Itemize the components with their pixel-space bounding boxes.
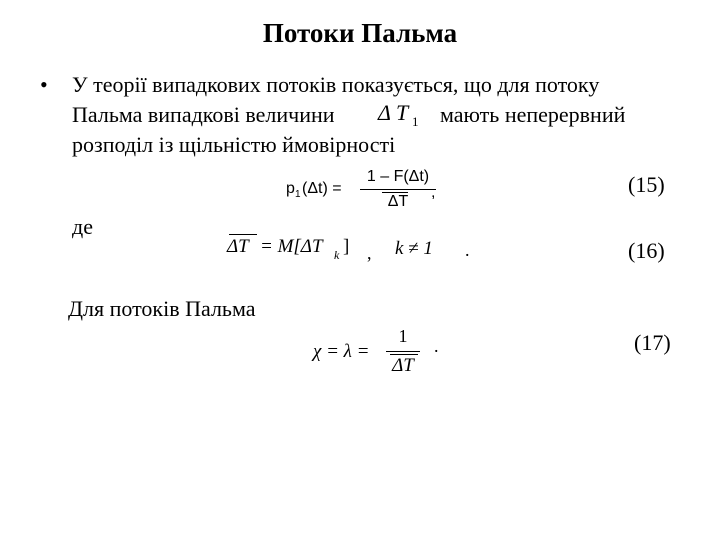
paragraph-line-2b: мають неперервний	[440, 102, 626, 127]
paragraph-line-3: розподіл із щільністю ймовірності	[72, 132, 396, 157]
eq15-fraction-bar	[360, 189, 436, 190]
eq15-number: (15)	[628, 172, 665, 197]
page-title: Потоки Пальма	[262, 18, 458, 48]
eq16-dot: .	[465, 240, 470, 260]
eq17-numerator: 1	[398, 326, 408, 346]
bullet-icon: •	[40, 72, 48, 97]
eq17-fraction-bar	[386, 351, 420, 352]
paragraph-line-1: У теорії випадкових потоків показується, що для потоку	[72, 72, 600, 97]
eq15-denominator: ΔT	[387, 193, 409, 210]
eq16-rhs-close: ]	[343, 236, 350, 257]
eq17-denominator: ΔT	[392, 355, 414, 376]
eq16-number: (16)	[628, 238, 665, 263]
eq15-lhs-arg: (Δt) =	[302, 180, 342, 197]
eq17-dot: .	[434, 336, 439, 356]
eq17-number: (17)	[634, 330, 671, 355]
inline-delta-t-subscript: 1	[412, 114, 419, 129]
eq16-comma: ,	[367, 243, 372, 263]
inline-delta-t: Δ T	[378, 100, 409, 125]
eq16-lhs: ΔT	[227, 236, 249, 257]
eq15-comma: ,	[431, 184, 436, 201]
de-label: де	[72, 214, 93, 239]
eq16-condition: k ≠ 1	[395, 238, 433, 259]
eq15-lhs-subscript: 1	[295, 189, 301, 200]
eq15-numerator: 1 – F(Δt)	[366, 168, 430, 185]
palm-flows-label: Для потоків Пальма	[68, 296, 256, 321]
eq16-lhs-overline	[229, 234, 257, 235]
eq16-rhs: = M[ΔT	[260, 236, 323, 257]
eq16-rhs-subscript: k	[334, 248, 340, 262]
eq17-lhs: χ = λ =	[313, 341, 370, 362]
paragraph-line-2a: Пальма випадкові величини	[72, 102, 335, 127]
eq15-lhs-p: p	[286, 180, 295, 197]
